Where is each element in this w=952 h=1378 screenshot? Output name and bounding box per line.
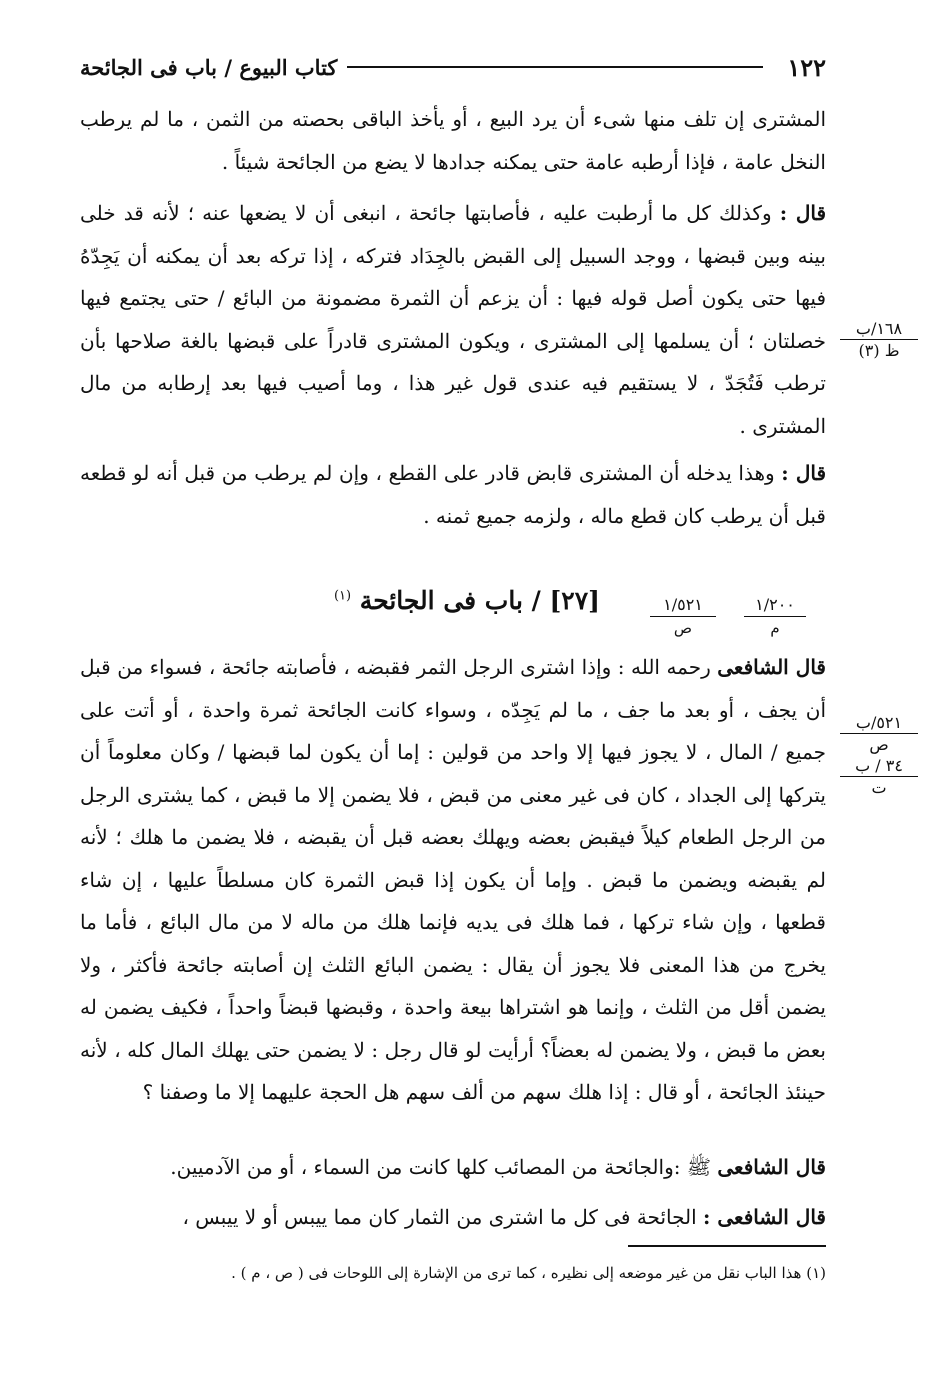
margin-folio-source: ص: [869, 735, 889, 754]
speaker-label: قال :: [781, 461, 827, 485]
folio-mark-source: ص: [673, 619, 693, 637]
speaker-label: قال الشافعى :: [703, 1205, 826, 1229]
folio-mark-value: ١/٥٢١: [650, 594, 716, 617]
paragraph-text: المشترى إن تلف منها شىء أن يرد البيع ، أو يأخذ الباقى بحصته من الثمن ، ما لم يرطب النخل عامة ، فإذا أرطبه عامة حتى يمكنه جدادها لا يضع من الجائحة شيئاً .: [80, 107, 826, 174]
paragraph-5: [80, 1146, 826, 1189]
paragraph-text: وهذا يدخله أن المشترى قابض قادر على القطع ، وإن لم يرطب من قبل أنه لو قطعه قبل أن يرطب كان قطع ماله ، ولزمه جميع ثمنه .: [80, 461, 826, 528]
running-title: كتاب البيوع / باب فى الجائحة: [80, 54, 338, 80]
margin-folio: ٣٤ / ب: [840, 755, 918, 777]
page-number: ١٢٢: [787, 52, 826, 82]
folio-mark-value: ١/٢٠٠: [744, 594, 806, 617]
folio-mark-s: [650, 594, 716, 639]
paragraph-2: [80, 192, 826, 447]
paragraph-text: رحمه الله : وإذا اشترى الرجل الثمر فقبضه ، فأصابته جائحة ، فسواء من قبل أن يجف ، أو بعد ما جف ، ما لم يَجِدّه ، وسواء كانت الجائحة ثمرة واحدة ، أو أتت على جميع / المال ، لا يجوز فيها إلا واحد من قولين : إما أن يكون لما قبضها / وكان معلوماً أن يتركها إلى الجداد ، كان فى غير معنى من قبض ، فلا يضمن إلا ما قبض ، كما يشترى الرجل من الرجل الطعام كيلاً فيقبض بعضه ويهلك بعضه قبل أن يقبضه ، فلا يضمن ما هلك ؛ لأنه لم يقبضه ويضمن ما قبض . وإما أن يكون إذا قبض الثمرة كان مسلطاً عليها ، إن شاء قطعها ، وإن شاء تركها ، فما هلك فى يديه فإنما هلك من ماله لا من مال البائع ، فأما ما يخرج من هذا المعنى فلا يجوز أن يقال : يضمن البائع الثلث إن أصابته جائحة فأكثر ، ولا يضمن أقل من الثلث ، وإنما هو اشتراها بيعة واحدة ، وقبضها قبضاً واحداً ، فكيف يضمن له بعض ما قبض ، ولا يضمن له بعضاً؟ أرأيت لو قال رجل : لا يضمن حتى يهلك المال كله ، لأنه حينئذ الجائحة ، أو قال : إذا هلك سهم من ألف سهم هل الحجة عليهما إلا ما وصفنا ؟: [80, 655, 826, 1104]
paragraph-1: [80, 98, 826, 183]
margin-folio-source: ت: [871, 778, 887, 797]
speaker-label: قال الشافعى: [717, 655, 826, 679]
running-header: [80, 50, 826, 84]
folio-mark-source: م: [770, 619, 780, 637]
chapter-title: [٢٧] / باب فى الجائحة: [359, 586, 600, 615]
paragraph-3: [80, 452, 826, 537]
margin-note-2: [840, 712, 918, 798]
chapter-heading: [300, 586, 600, 615]
speaker-label: قال :: [779, 201, 827, 225]
header-rule: [347, 66, 763, 68]
paragraph-text: وكذلك كل ما أرطبت عليه ، فأصابتها جائحة ، انبغى أن لا يضعها عنه ؛ لأنه قد خلى بينه وبين قبضها ، ووجد السبيل إلى القبض بالجِدَاد فتركه ، إذا تركه بعد أن يمكنه أن يَجِدّهُ فيها حتى يكون أصل قوله فيها : أن يزعم أن الثمرة مضمونة من البائع / حتى يجتمع فيها خصلتان ؛ أن يسلمها إلى المشترى ، ويكون المشترى قادراً على قبضها بالغة صلاحها بأن ترطب فَتُجَدّ ، لا يستقيم فيه عندى قول غير هذا ، وما أصيب فيها بعد إرطابه من مال المشترى .: [80, 201, 826, 438]
footnote: (١) هذا الباب نقل من غير موضعه إلى نظيره ، كما ترى من الإشارة إلى اللوحات فى ( ص ، م ) .: [231, 1264, 826, 1282]
honorific-glyph: ﷺ: [686, 1155, 712, 1179]
paragraph-4: [80, 646, 826, 1114]
paragraph-text: الجائحة فى كل ما اشترى من الثمار كان مما ييبس أو لا ييبس ،: [182, 1205, 697, 1229]
margin-folio: ١٦٨/ب: [840, 318, 918, 340]
footnote-rule: [628, 1245, 826, 1247]
paragraph-text: :والجائحة من المصائب كلها كانت من السماء ، أو من الآدميين.: [170, 1155, 681, 1179]
speaker-label: قال الشافعى: [717, 1155, 826, 1179]
margin-folio-source: ظ (٣): [858, 341, 900, 360]
margin-folio: ٥٢١/ب: [840, 712, 918, 734]
margin-note-1: [840, 318, 918, 361]
paragraph-6: [80, 1196, 826, 1239]
footnote-ref: (١): [333, 588, 352, 604]
folio-mark-m: [744, 594, 806, 639]
